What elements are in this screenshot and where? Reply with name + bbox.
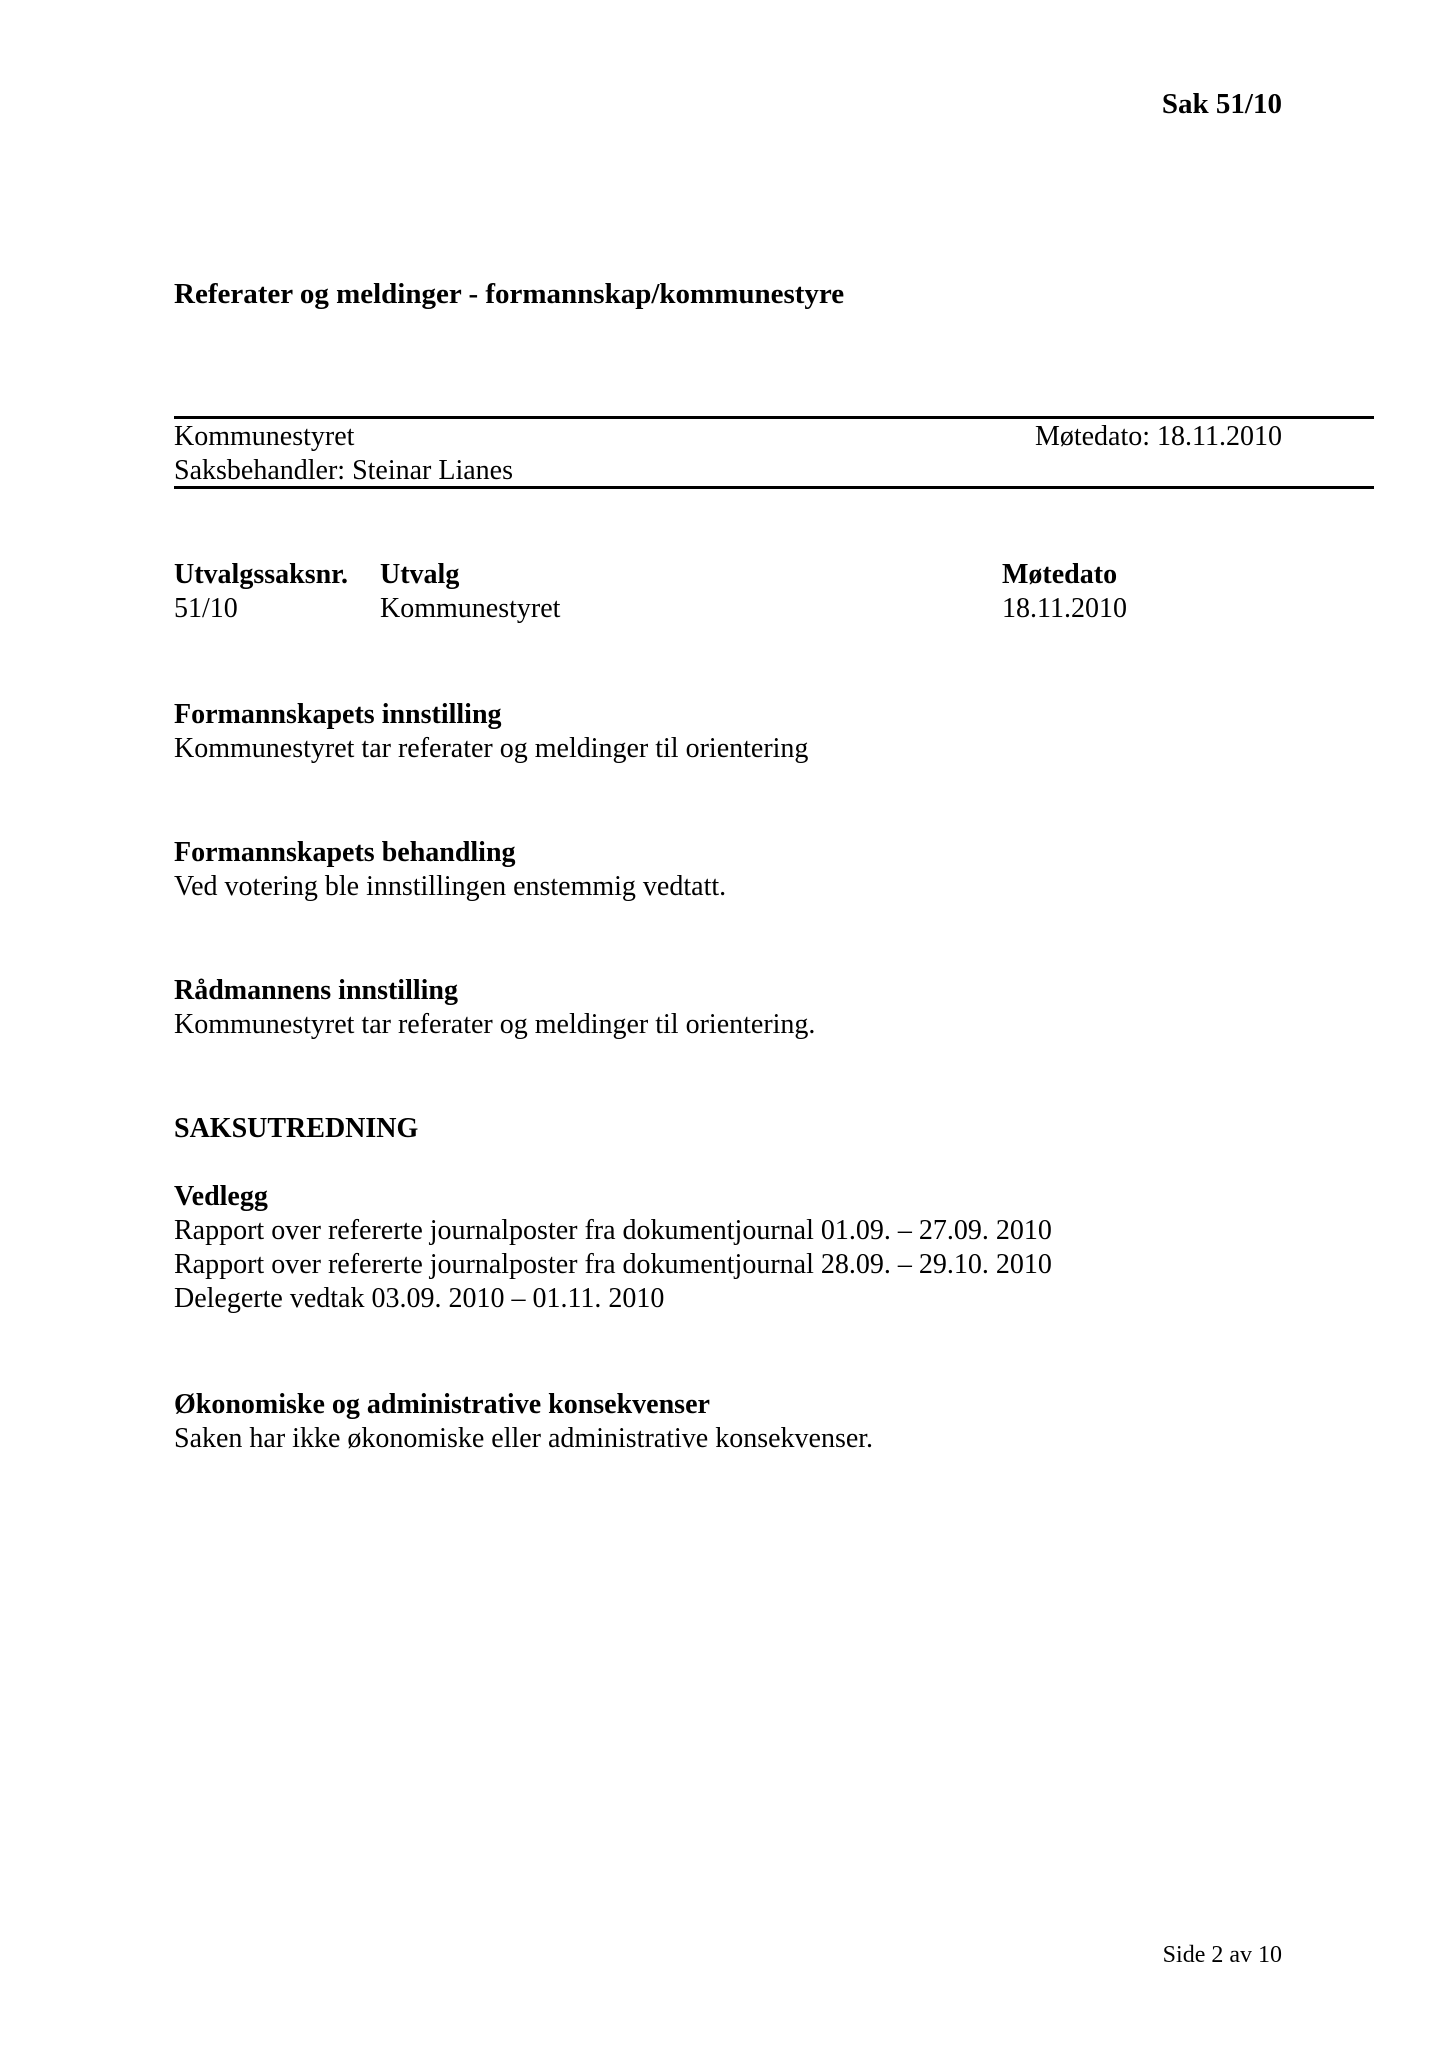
section-text: Kommunestyret tar referater og meldinger til orientering: [174, 733, 809, 764]
section-heading: Rådmannens innstilling: [174, 975, 458, 1006]
cell-case-number: 51/10: [174, 593, 238, 624]
cell-meeting-date: 18.11.2010: [1002, 593, 1127, 624]
attachment-item: Delegerte vedtak 03.09. 2010 – 01.11. 2010: [174, 1283, 665, 1314]
header-case-number: Utvalgssaksnr.: [174, 559, 349, 590]
section-text: Saken har ikke økonomiske eller administrative konsekvenser.: [174, 1423, 874, 1454]
section-heading: Formannskapets innstilling: [174, 699, 502, 730]
divider-top: [174, 416, 1374, 419]
cell-committee: Kommunestyret: [380, 593, 561, 624]
meeting-body: Kommunestyret: [174, 421, 355, 452]
page-number: Side 2 av 10: [1162, 1942, 1282, 1968]
section-chief-recommendation: [174, 974, 815, 1042]
section-attachments: [174, 1180, 1052, 1316]
case-table-header: [174, 558, 1174, 592]
case-handler: Saksbehandler: Steinar Lianes: [174, 455, 514, 486]
section-heading: Formannskapets behandling: [174, 837, 516, 868]
section-text: Ved votering ble innstillingen enstemmig vedtatt.: [174, 871, 727, 902]
header-committee: Utvalg: [380, 559, 460, 590]
case-number-label: Sak 51/10: [1161, 88, 1282, 120]
meeting-date: Møtedato: 18.11.2010: [1034, 421, 1282, 452]
attachment-item: Rapport over refererte journalposter fra dokumentjournal 28.09. – 29.10. 2010: [174, 1249, 1052, 1280]
attachment-item: Rapport over refererte journalposter fra dokumentjournal 01.09. – 27.09. 2010: [174, 1215, 1052, 1246]
section-recommendation: [174, 698, 808, 766]
section-treatment: [174, 836, 726, 904]
case-report-heading: SAKSUTREDNING: [174, 1113, 419, 1144]
section-heading: Økonomiske og administrative konsekvenser: [174, 1389, 710, 1420]
document-title: Referater og meldinger - formannskap/kommunestyre: [174, 278, 845, 310]
section-heading: Vedlegg: [174, 1181, 268, 1212]
case-table-row: [174, 592, 1174, 626]
meeting-info: [174, 420, 513, 488]
header-meeting-date: Møtedato: [1002, 559, 1118, 590]
section-consequences: [174, 1388, 873, 1456]
divider-bottom: [174, 486, 1374, 489]
case-table: [174, 558, 1174, 628]
section-text: Kommunestyret tar referater og meldinger til orientering.: [174, 1009, 816, 1040]
